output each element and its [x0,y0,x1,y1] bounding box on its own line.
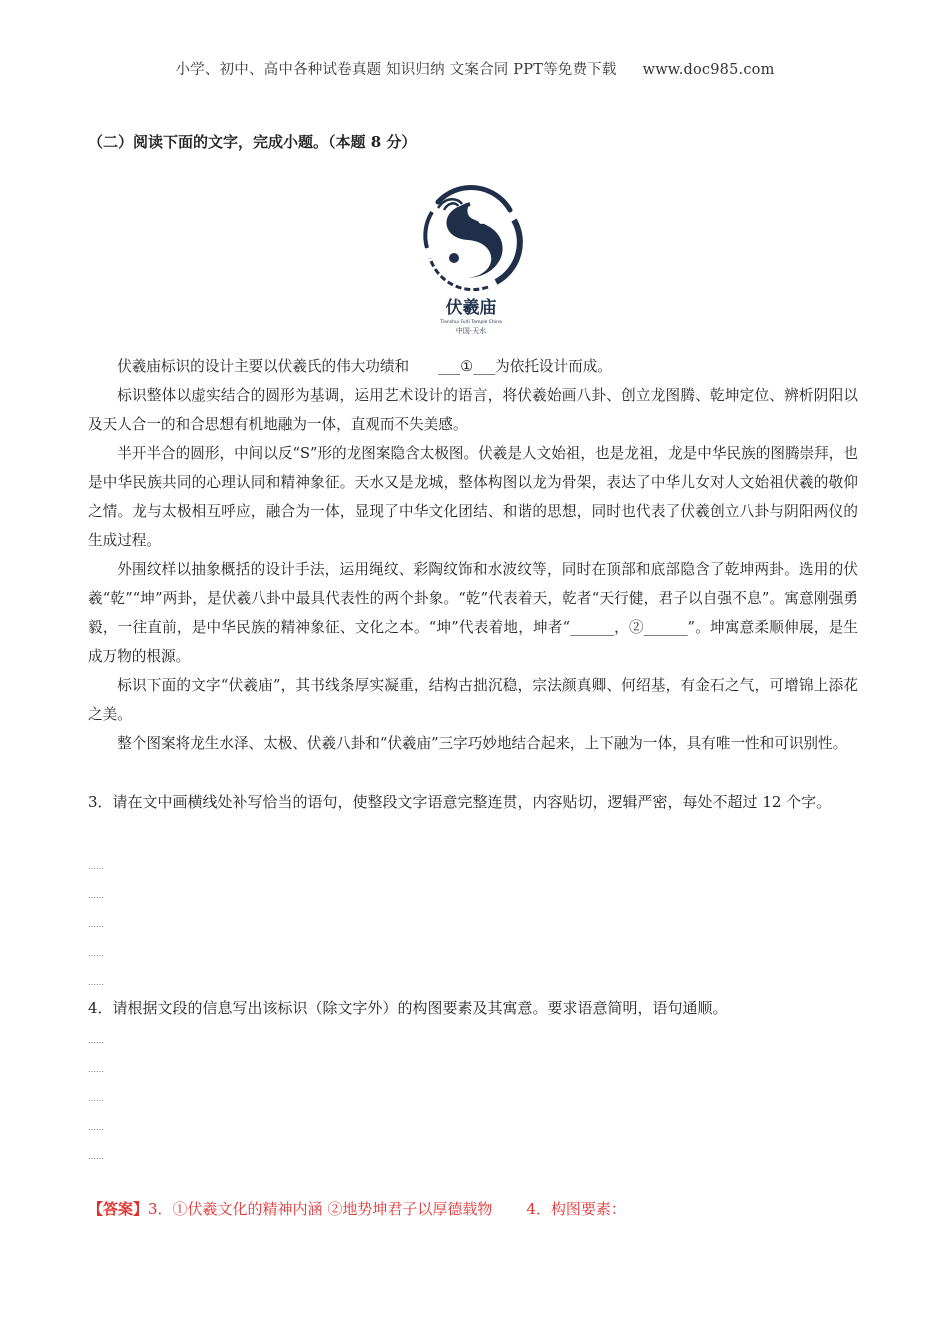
answer-line: …… [88,920,104,929]
passage-paragraph-5: 标识下面的文字“伏羲庙”，其书线条厚实凝重，结构古拙沉稳，宗法颜真卿、何绍基，有金石之气，可增锦上添花之美。 [88,677,858,723]
header-url[interactable]: www.doc985.com [642,62,775,78]
answer-lines-q4 [88,1026,108,1171]
answer-q4-text: 4．构图要素： [526,1200,626,1218]
page-header [0,58,950,79]
logo-subtitle: Tianshui FuXi Temple China [440,320,502,325]
passage-paragraph-2: 标识整体以虚实结合的圆形为基调，运用艺术设计的语言，将伏羲始画八卦、创立龙图腾、乾坤定位、辨析阴阳以及天人合一的和合思想有机地融为一体，直观而不失美感。 [88,387,858,433]
passage-paragraph-1: 伏羲庙标识的设计主要以伏羲氏的伟大功绩和 ___①___为依托设计而成。 [88,352,858,381]
answer-line: …… [88,1152,104,1161]
answer-line: …… [88,862,104,871]
passage-paragraph-6: 整个图案将龙生水泽、太极、伏羲八卦和“伏羲庙”三字巧妙地结合起来，上下融为一体，具有唯一性和可识别性。 [117,735,848,752]
passage-paragraph-3: 半开半合的圆形，中间以反“S”形的龙图案隐含太极图。伏羲是人文始祖，也是龙祖，龙是中华民族的图腾崇拜，也是中华民族共同的心理认同和精神象征。天水又是龙城，整体构图以龙为骨架，表达了中华儿女对人文始祖伏羲的敬仰之情。龙与太极相互呼应，融合为一体，显现了中华文化团结、和谐的思想，同时也代表了伏羲创立八卦与阴阳两仪的生成过程。 [88,445,858,549]
question-3: 3．请在文中画横线处补写恰当的语句，使整段文字语意完整连贯，内容贴切，逻辑严密，每处不超过 12 个字。 [88,793,832,811]
passage [88,352,858,758]
section-title: （二）阅读下面的文字，完成小题。（本题 8 分） [88,133,417,151]
answer-section [88,1198,626,1219]
answer-line: …… [88,949,104,958]
answer-line: …… [88,891,104,900]
passage-paragraph-4: 外围纹样以抽象概括的设计手法，运用绳纹、彩陶纹饰和水波纹等，同时在顶部和底部隐含了乾坤两卦。选用的伏羲“乾”“坤”两卦，是伏羲八卦中最具代表性的两个卦象。“乾”代表着天，乾者“天行健，君子以自强不息”。寓意刚强勇毅，一往直前，是中华民族的精神象征、文化之本。“坤”代表着地，坤者“______，②______”。坤寓意柔顺伸展，是生成万物的根源。 [88,561,858,665]
answer-tag: 【答案】 [88,1200,149,1218]
question-4: 4．请根据文段的信息写出该标识（除文字外）的构图要素及其寓意。要求语意简明，语句通顺。 [88,999,728,1017]
answer-line: …… [88,1094,104,1103]
fuxi-temple-logo [418,180,524,340]
answer-text: 3．①伏羲文化的精神内涵 ②地势坤君子以厚德载物 [148,1200,493,1218]
answer-line: …… [88,1123,104,1132]
logo-title: 伏羲庙 [445,298,497,318]
logo-location: 中国·天水 [455,327,487,335]
answer-lines-q3 [88,852,108,997]
fill-blank-1: ___①___ [438,358,496,375]
answer-line: …… [88,978,104,987]
taiji-dragon-icon [418,180,524,340]
answer-line: …… [88,1036,104,1045]
answer-line: …… [88,1065,104,1074]
header-slogan: 小学、初中、高中各种试卷真题 知识归纳 文案合同 PPT等免费下载 [175,62,617,78]
